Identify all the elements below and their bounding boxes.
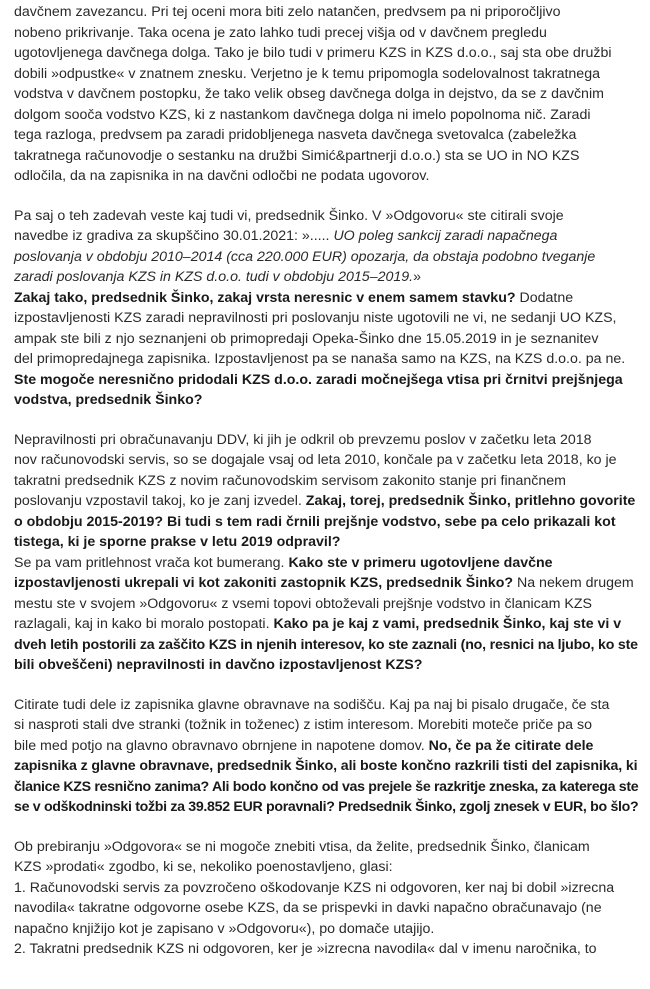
text-line (14, 491, 638, 512)
text-segment: bile med potjo na glavno obravnavo obrnjene in napotene domov. (14, 737, 429, 754)
text-line (14, 695, 638, 716)
text-segment: Nepravilnosti pri obračunavanju DDV, ki jih je odkril ob prevzemu poslov v začetku leta 2018 (14, 431, 592, 448)
bold-text: bili obveščeni) nepravilnosti in davčno izpostavljenost KZS? (14, 657, 423, 673)
text-segment: davčnem zavezancu. Pri tej oceni mora biti zelo natančen, predvsem pa ni priporočljivo (14, 4, 561, 20)
text-segment: Ob prebiranju »Odgovora« se ni mogoče znebiti vtisa, da želite, predsednik Šinko, članicam (14, 838, 590, 855)
text-segment: tega razloga, predvsem pa zaradi pridobljenega nasveta davčnega svetovalca (zabeležka (14, 127, 577, 143)
text-line (14, 857, 638, 878)
text-line (14, 64, 638, 85)
bold-text: Ste mogoče neresnično pridodali KZS d.o.o. zaradi močnejšega vtisa pri črnitvi prejšnjega (14, 371, 623, 388)
text-segment: dobili »odpustke« v znatnem znesku. Verjetno je k temu pripomogla sodelovalnost takratnega (14, 65, 600, 82)
text-segment: odločila, da na zapisnika in na davčni odločbi ne podata ugovorov. (14, 168, 430, 184)
text-line (14, 736, 638, 757)
bold-text: zapisnika z glavne obravnave, predsednik Šinko, ali boste končno razkrili tisti del zapisnika, ki (14, 758, 638, 774)
text-line (14, 939, 638, 960)
paragraph (14, 430, 638, 676)
text-line (14, 898, 638, 919)
text-segment: Citirate tudi dele iz zapisnika glavne obravnave na sodišču. Kaj pa naj bi pisalo drugače, če sta (14, 696, 610, 713)
italic-quote-text: poslovanja v obdobju 2010–2014 (cca 220.000 EUR) opozarja, da obstaja podobno tveganje (14, 248, 596, 265)
text-segment: Dodatne (515, 289, 574, 306)
paragraph (14, 695, 638, 818)
text-segment: izpostavljenosti KZS zaradi nepravilnosti pri poslovanju niste ugotovili ne vi, ne sedanji UO KZS, (14, 310, 617, 326)
paragraph-gap (14, 187, 638, 206)
text-segment: del primopredajnega zapisnika. Izpostavljenost pa se nanaša samo na KZS, na KZS d.o.o. pa ne. (14, 351, 626, 367)
text-line (14, 166, 638, 187)
text-line (14, 84, 638, 105)
bold-text: No, če pa že citirate dele (428, 737, 594, 754)
text-line (14, 573, 638, 594)
text-line (14, 777, 638, 798)
text-line (14, 797, 638, 818)
bold-text: članice KZS resnično zanima? Ali bodo končno od vas prejele še razkritje zneska, za katerega ste (14, 778, 639, 795)
text-segment: nov računovodski servis, so se dogajale vsaj od leta 2010, končale pa v začetku leta 2018, ko je (14, 452, 617, 468)
text-segment: vodstva v davčnem postopku, že tako velik obseg davčnega dolga in dejstvo, da se z davčnim (14, 86, 604, 102)
paragraph-gap (14, 676, 638, 695)
text-line (14, 878, 638, 899)
text-line (14, 512, 638, 533)
text-segment: Se pa vam pritlehnost vrača kot bumerang. (14, 554, 289, 571)
text-line (14, 370, 638, 391)
text-line (14, 532, 638, 553)
bold-text: vodstva, predsednik Šinko? (14, 392, 203, 408)
text-line (14, 125, 638, 146)
text-line (14, 206, 638, 227)
text-segment: Pa saj o teh zadevah veste kaj tudi vi, predsednik Šinko. V »Odgovoru« ste citirali svoje (14, 207, 564, 224)
bold-text: Kako ste v primeru ugotovljene davčne (288, 554, 553, 571)
text-segment: 1. Računovodski servis za povzročeno oškodovanje KZS ni odgovoren, ker naj bi dobil »izrecna (14, 879, 615, 896)
text-line (14, 226, 638, 247)
text-line (14, 105, 638, 126)
text-line (14, 837, 638, 858)
text-segment: » (413, 269, 421, 285)
paragraph (14, 206, 638, 411)
italic-quote-text: UO poleg sankcij zaradi napačnega (333, 228, 558, 244)
text-segment: takratni predsednik KZS z novim računovodskim servisom zakonito stanje pri finančnem (14, 472, 566, 489)
text-segment: dolgom sooča vodstvo KZS, ki z nastankom davčnega dolga ni imelo popolnoma nič. Zaradi (14, 106, 591, 123)
text-line (14, 23, 638, 44)
bold-text: Zakaj tako, predsednik Šinko, zakaj vrsta neresnic v enem samem stavku? (14, 289, 516, 306)
paragraph-gap (14, 411, 638, 430)
text-line (14, 594, 638, 615)
text-line (14, 450, 638, 471)
text-segment: si nasproti stali dve stranki (tožnik in toženec) z istim interesom. Morebiti moteče priče pa so (14, 717, 592, 733)
bold-text: dveh letih postorili za zaščito KZS in njenih interesov, ko ste zaznali (no, resnici na ljubo, ko ste (14, 636, 638, 653)
paragraph-gap (14, 818, 638, 837)
bold-text: Zakaj, torej, predsednik Šinko, pritlehno govorite (305, 493, 636, 509)
text-segment: navodila« takratne odgovorne osebe KZS, da se prispevki in davki napačno obračunavajo (ne (14, 900, 602, 916)
text-line (14, 715, 638, 736)
text-line (14, 614, 638, 635)
text-segment: ugotovljenega davčnega dolga. Tako je bilo tudi v primeru KZS in KZS d.o.o., saj sta obe družbi (14, 45, 612, 61)
text-line (14, 247, 638, 268)
text-segment: Na nekem drugem (513, 575, 634, 591)
text-line (14, 919, 638, 940)
italic-quote-text: zaradi poslovanja KZS in KZS d.o.o. tudi v obdobju 2015–2019. (14, 269, 414, 285)
paragraph (14, 837, 638, 960)
bold-text: Kako pa je kaj z vami, predsednik Šinko, kaj ste vi v (273, 616, 622, 632)
text-line (14, 267, 638, 288)
bold-text: izpostavljenosti ukrepali vi kot zakoniti zastopnik KZS, predsednik Šinko? (14, 575, 514, 591)
text-line (14, 471, 638, 492)
text-line (14, 553, 638, 574)
text-line (14, 329, 638, 350)
text-segment: takratnega računovodje o sestanku na družbi Simić&partnerji d.o.o.) sta se UO in NO KZS (14, 147, 580, 164)
text-line (14, 2, 638, 23)
text-line (14, 430, 638, 451)
paragraph (14, 2, 638, 187)
bold-text: tistega, ki je sporne prakse v letu 2019 odpravil? (14, 534, 341, 550)
text-segment: napačno knjižijo kot je zapisano v »Odgovoru«), po domače utajijo. (14, 920, 435, 937)
text-segment: nobeno prikrivanje. Taka ocena je zato lahko tudi precej višja od v davčnem pregledu (14, 24, 547, 41)
bold-text: se v odškodninski tožbi za 39.852 EUR poravnali? Predsednik Šinko, zgolj znesek v EUR, bo šlo? (14, 799, 639, 815)
text-segment: razlagali, kaj in kako bi moralo postopati. (14, 616, 274, 632)
text-line (14, 390, 638, 411)
text-line (14, 756, 638, 777)
text-line (14, 655, 638, 676)
text-line (14, 288, 638, 309)
text-line (14, 635, 638, 656)
text-segment: poslovanju vzpostavil takoj, ko je zanj izvedel. (14, 493, 306, 509)
text-segment: ampak ste bili z njo seznanjeni ob primopredaji Opeka-Šinko dne 15.05.2019 in je seznanitev (14, 330, 599, 347)
text-segment: navedbe iz gradiva za skupščino 30.01.2021: »..... (14, 228, 334, 244)
text-line (14, 308, 638, 329)
bold-text: o obdobju 2015-2019? Bi tudi s tem radi črnili prejšnje vodstvo, sebe pa celo prikazali kot (14, 513, 616, 530)
text-line (14, 146, 638, 167)
text-segment: 2. Takratni predsednik KZS ni odgovoren, ker je »izrecna navodila« dal v imenu naročnika, to (14, 941, 597, 957)
text-line (14, 349, 638, 370)
text-segment: KZS »prodati« zgodbo, ki se, nekoliko poenostavljeno, glasi: (14, 859, 393, 875)
text-line (14, 43, 638, 64)
text-segment: mestu ste v svojem »Odgovoru« z vsemi topovi obtoževali prejšnje vodstvo in članicam KZS (14, 595, 593, 612)
